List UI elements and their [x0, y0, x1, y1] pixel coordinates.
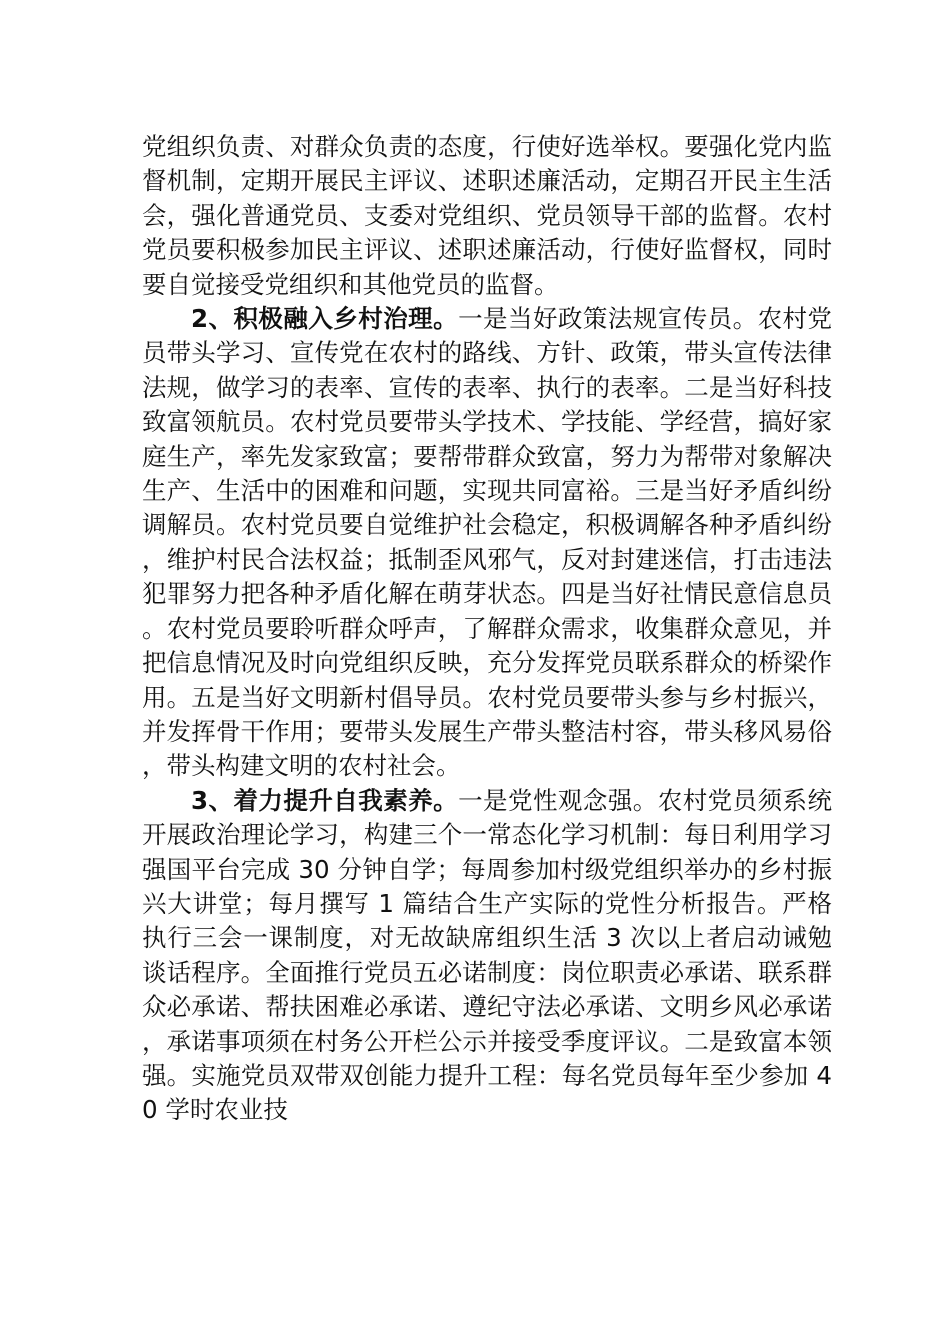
- paragraph-2-heading: 2、积极融入乡村治理。: [191, 304, 459, 334]
- paragraph-3: [142, 784, 832, 1128]
- document-body: [142, 130, 832, 1128]
- paragraph-2-text: 一是当好政策法规宣传员。农村党员带头学习、宣传党在农村的路线、方针、政策，带头宣传法律法规，做学习的表率、宣传的表率、执行的表率。二是当好科技致富领航员。农村党员要带头学技术、学技能、学经营，搞好家庭生产，率先发家致富；要帮带群众致富，努力为帮带对象解决生产、生活中的困难和问题，实现共同富裕。三是当好矛盾纠纷调解员。农村党员要自觉维护社会稳定，积极调解各种矛盾纠纷，维护村民合法权益；抵制歪风邪气，反对封建迷信，打击违法犯罪努力把各种矛盾化解在萌芽状态。四是当好社情民意信息员。农村党员要聆听群众呼声，了解群众需求，收集群众意见，并把信息情况及时向党组织反映，充分发挥党员联系群众的桥梁作用。五是当好文明新村倡导员。农村党员要带头参与乡村振兴，并发挥骨干作用；要带头发展生产带头整洁村容，带头移风易俗，带头构建文明的农村社会。: [142, 304, 833, 781]
- paragraph-1-text: 党组织负责、对群众负责的态度，行使好选举权。要强化党内监督机制，定期开展民主评议、述职述廉活动，定期召开民主生活会，强化普通党员、支委对党组织、党员领导干部的监督。农村党员要积极参加民主评议、述职述廉活动，行使好监督权，同时要自觉接受党组织和其他党员的监督。: [142, 132, 832, 299]
- paragraph-3-heading: 3、着力提升自我素养。: [191, 785, 459, 815]
- paragraph-1: [142, 130, 832, 302]
- paragraph-2: [142, 302, 832, 784]
- paragraph-3-text: 一是党性观念强。农村党员须系统开展政治理论学习，构建三个一常态化学习机制：每日利用学习强国平台完成 30 分钟自学；每周参加村级党组织举办的乡村振兴大讲堂；每月撰写 1 篇结合生产实际的党性分析报告。严格执行三会一课制度，对无故缺席组织生活 3 次以上者启动诫勉谈话程序。全面推行党员五必诺制度：岗位职责必承诺、联系群众必承诺、帮扶困难必承诺、遵纪守法必承诺、文明乡风必承诺，承诺事项须在村务公开栏公示并接受季度评议。二是致富本领强。实施党员双带双创能力提升工程：每名党员每年至少参加 40 学时农业技: [142, 785, 833, 1125]
